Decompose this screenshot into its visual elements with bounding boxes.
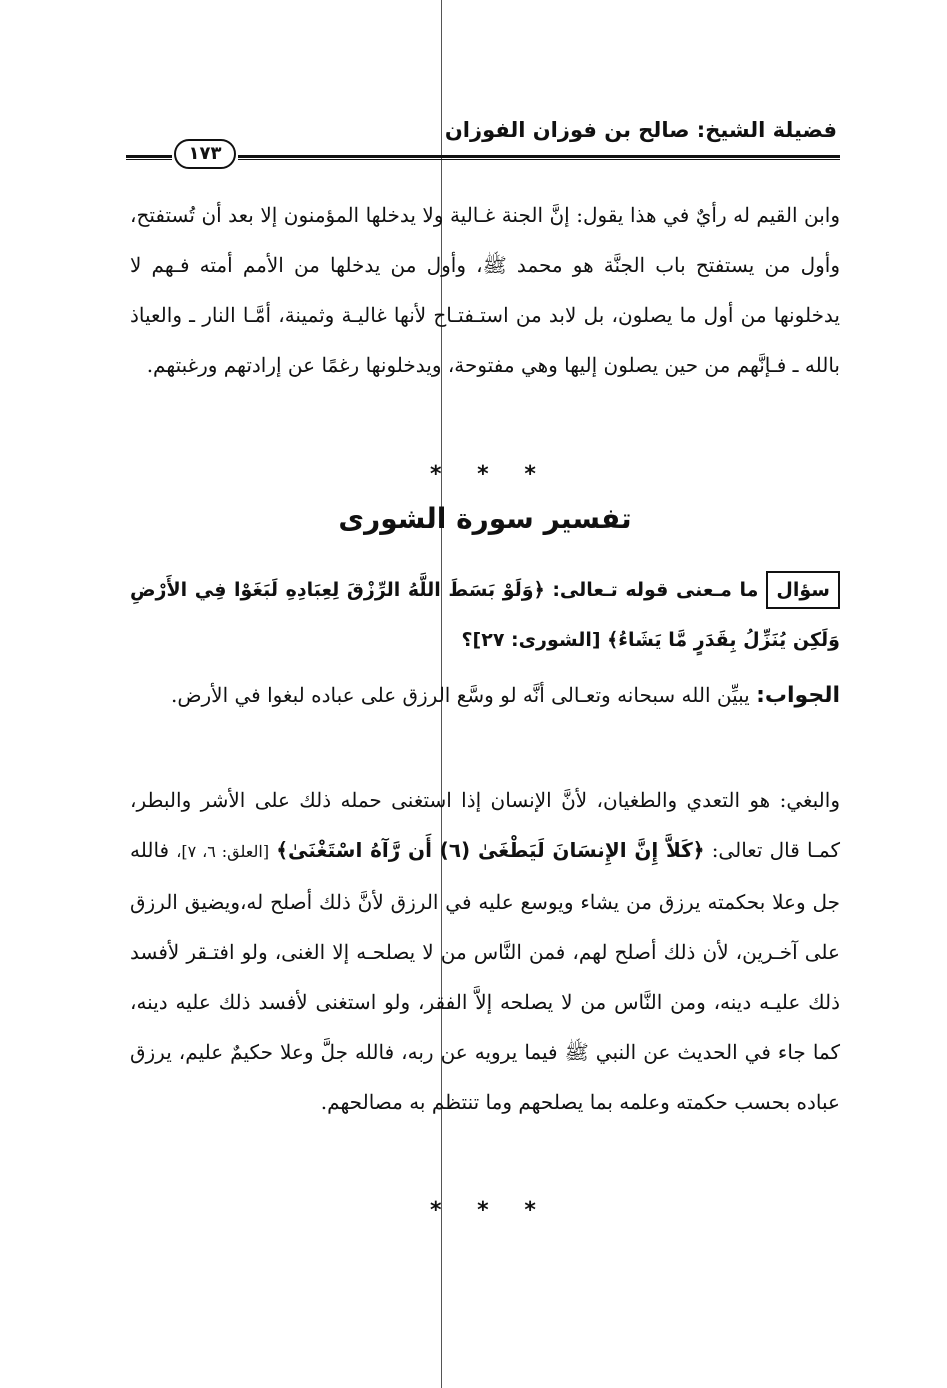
answer-label: الجواب: bbox=[756, 683, 840, 708]
question-text: ما مـعنى قوله تـعالى: ﴿وَلَوْ بَسَطَ اللَّهُ الرِّزْقَ لِعِبَادِهِ لَبَغَوْا فِي الأَرْضِ وَلَكِن يُنَزِّلُ بِقَدَرٍ مَّا يَشَاءُ﴾ [الشورى: ٢٧]؟ bbox=[130, 579, 840, 651]
answer-text: يبيِّن الله سبحانه وتعـالى أنَّه لو وسَّع الرزق على عباده لبغوا في الأرض. bbox=[170, 683, 750, 707]
verse-reference: [العلق: ٦، ٧]، bbox=[176, 842, 270, 861]
separator-stars: * * * bbox=[430, 462, 550, 487]
running-header-author: فضيلة الشيخ: صالح بن فوزان الفوزان bbox=[444, 118, 837, 142]
paragraph-baghi bbox=[130, 775, 840, 1127]
page-number-badge: ١٧٣ bbox=[174, 139, 236, 169]
baghi-text-b: فالله جل وعلا بحكمته يرزق من يشاء ويوسع عليه في الرزق لأنَّ ذلك أصلح له،ويضيق الرزق على آخـرين، لأن ذلك أصلح لهم، فمن النَّاس من لا يصلحـه إلا الغنى، ولو افتـقر لأفسد ذلك عليـه دينه، ومن النَّاس من لا يصلحه إلاَّ الفقر، ولو استغنى لأفسد ذلك عليه دينه، كما جاء في الحديث عن النبي ﷺ فيما يرويه عن ربه، فالله جلَّ وعلا حكيمٌ عليم، يرزق عباده بحسب حكمته وعلمه بما يصلحهم وما تنتظم به مصالحهم. bbox=[130, 838, 840, 1114]
paragraph-ibn-qayyim: وابن القيم له رأيٌ في هذا يقول: إنَّ الجنة غـالية ولا يدخلها المؤمنون إلا بعد أن تُستفتح، وأول من يستفتح باب الجنَّة هو محمد ﷺ، وأول من يدخلها من الأمم أمته فـهم لا يدخلونها من أول ما يصلون، بل لابد من استـفتـاح لأنها غاليـة وثمينة، أمَّـا النار ـ والعياذ بالله ـ فـإنَّهم من حين يصلون إليها وهي مفتوحة، ويدخلونها رغمًا عن إرادتهم ورغبتهم. bbox=[130, 203, 840, 377]
baghi-text-a: والبغي: هو التعدي والطغيان، لأنَّ الإنسان إذا استغنى حمله ذلك على الأشر والبطر، كمـا قال تعالى: bbox=[130, 788, 841, 862]
separator-stars-bottom: * * * bbox=[430, 1198, 550, 1223]
question-label-box: سؤال bbox=[766, 571, 840, 609]
header-rule-left bbox=[126, 155, 172, 160]
quran-verse-alaq: ﴿كَلاَّ إِنَّ الإِنسَانَ لَيَطْغَىٰ (٦) أَن رَّآهُ اسْتَغْنَىٰ﴾ bbox=[276, 838, 705, 862]
question-block bbox=[130, 565, 840, 665]
section-title: تفسير سورة الشورى bbox=[338, 502, 632, 535]
header-rule-right bbox=[238, 155, 840, 160]
answer-block bbox=[130, 670, 840, 721]
